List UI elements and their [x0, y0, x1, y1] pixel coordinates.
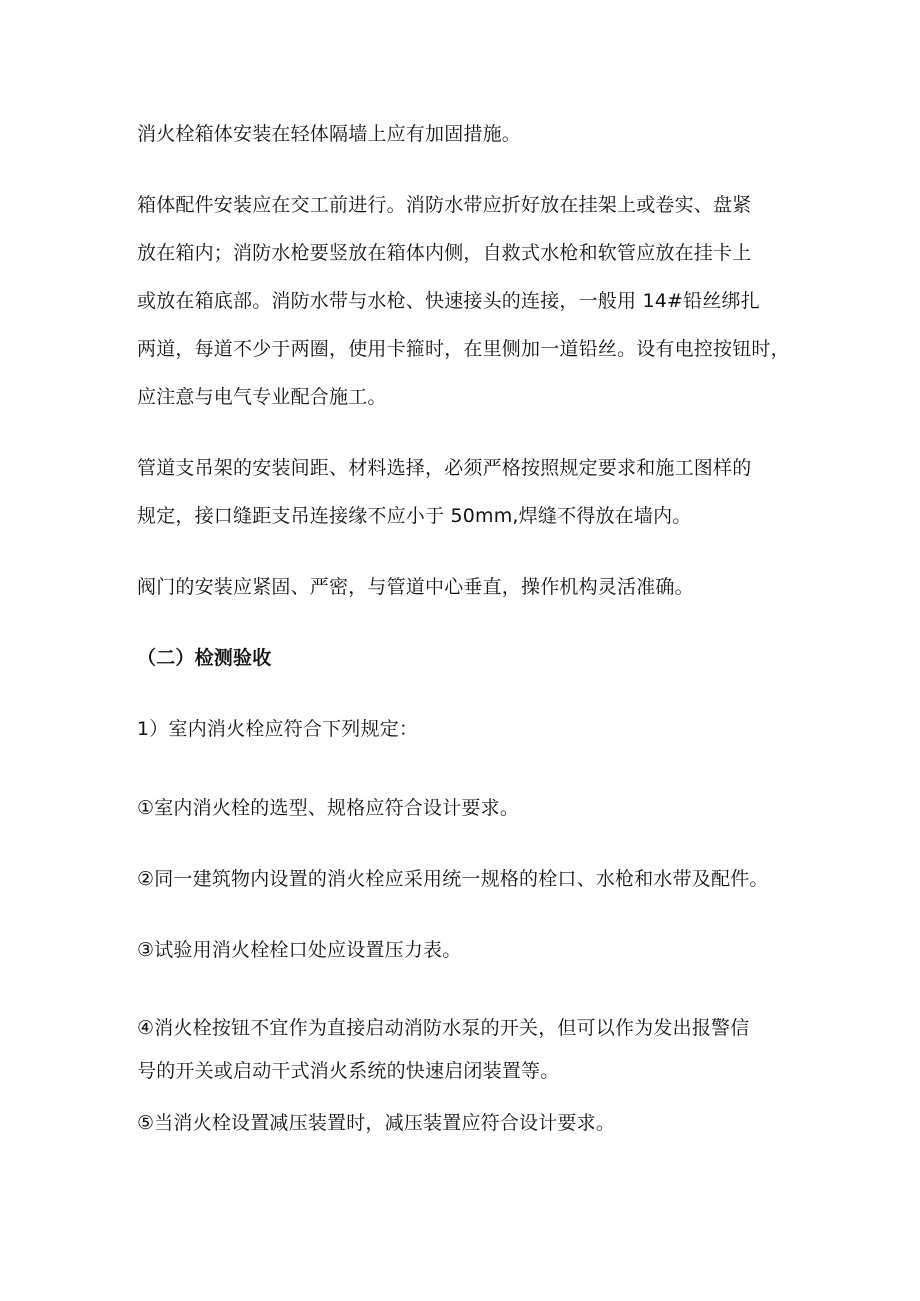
paragraph-accessories-line: 应注意与电气专业配合施工。 — [137, 386, 387, 408]
paragraph-accessories-line: 或放在箱底部。消防水带与水枪、快速接头的连接，一般用 14#铅丝绑扎 — [137, 290, 760, 312]
rule-item-3: ③试验用消火栓栓口处应设置压力表。 — [137, 939, 462, 961]
rule-item-4-line: ④消火栓按钮不宜作为直接启动消防水泵的开关，但可以作为发出报警信 — [137, 1017, 750, 1039]
section-heading: （二）检测验收 — [137, 647, 272, 669]
rule-item-4-line: 号的开关或启动干式消火系统的快速启闭装置等。 — [137, 1060, 560, 1082]
paragraph-hydrant-box-wall: 消火栓箱体安装在轻体隔墙上应有加固措施。 — [137, 123, 522, 145]
paragraph-accessories-line: 放在箱内；消防水枪要竖放在箱体内侧，自救式水枪和软管应放在挂卡上 — [137, 242, 752, 264]
paragraph-accessories-line: 箱体配件安装应在交工前进行。消防水带应折好放在挂架上或卷实、盘紧 — [137, 194, 752, 216]
rule-item-1: ①室内消火栓的选型、规格应符合设计要求。 — [137, 797, 520, 819]
rule-item-5: ⑤当消火栓设置减压装置时，减压装置应符合设计要求。 — [137, 1112, 616, 1134]
paragraph-accessories-line: 两道，每道不少于两圈，使用卡箍时，在里侧加一道铅丝。设有电控按钮时， — [137, 338, 790, 360]
item-intro: 1）室内消火栓应符合下列规定： — [137, 718, 419, 740]
rule-item-2: ②同一建筑物内设置的消火栓应采用统一规格的栓口、水枪和水带及配件。 — [137, 868, 769, 890]
paragraph-valve-install: 阀门的安装应紧固、严密，与管道中心垂直，操作机构灵活准确。 — [137, 576, 694, 598]
paragraph-pipe-support-line: 管道支吊架的安装间距、材料选择，必须严格按照规定要求和施工图样的 — [137, 457, 752, 479]
paragraph-pipe-support-line: 规定，接口缝距支吊连接缘不应小于 50mm,焊缝不得放在墙内。 — [137, 505, 692, 527]
